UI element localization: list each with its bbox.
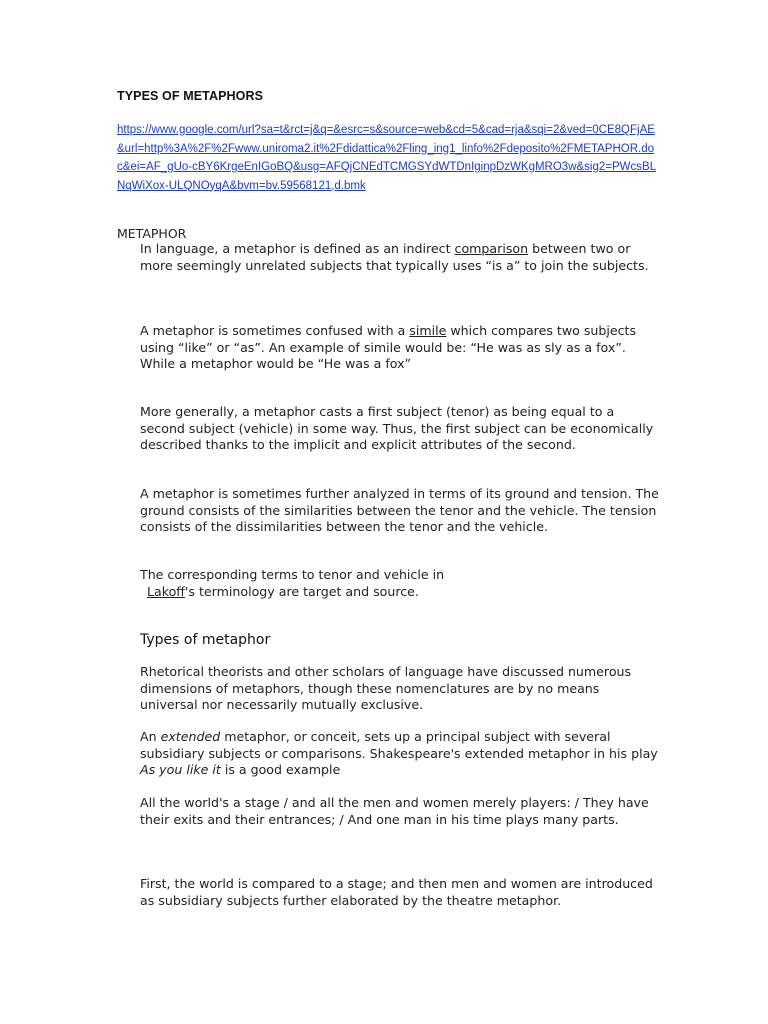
source-url-link[interactable]: https://www.google.com/url?sa=t&rct=j&q=&esrc=s&source=web&cd=5&cad=rja&sqi=2&ved=0CE8QFjAE&url=http%3A%2F%2Fwww.uniroma2.it%2Fdidattica%2Fling_ing1_linfo%2Fdeposito%2FMETAPHOR.doc&ei=AF_gUo-cBY6KrgeEnIGoBQ&usg=AFQjCNEdTCMGSYdWTDnIginpDzWKgMRO3w&sig2=PWcsBLNqWiXox-ULQNOyqA&bvm=bv.59568121,d.bmk <box>117 124 657 192</box>
paragraph-rhetorical-theorists: Rhetorical theorists and other scholars of language have discussed numerous dimensions of metaphors, though these nomenclatures are by no means universal nor necessarily mutually exclusive. <box>140 664 632 712</box>
text-span: A metaphor is sometimes confused with a <box>140 323 410 338</box>
heading-types-of-metaphor: Types of metaphor <box>140 632 271 648</box>
comparison-link[interactable]: comparison <box>454 241 529 256</box>
text-span: The corresponding terms to tenor and vehicle in <box>140 567 445 582</box>
paragraph-tenor-vehicle: More generally, a metaphor casts a first subject (tenor) as being equal to a second subject (vehicle) in some way. Thus, the first subject can be economically described thanks to the implicit and explicit attributes of the second. <box>140 404 654 452</box>
paragraph-ground-tension: A metaphor is sometimes further analyzed in terms of its ground and tension. The ground consists of the similarities between the tenor and the vehicle. The tension consists of the dissimilarities between the tenor and the vehicle. <box>140 486 659 534</box>
paragraph-world-stage: First, the world is compared to a stage; and then men and women are introduced as subsidiary subjects further elaborated by the theatre metaphor. <box>140 876 653 908</box>
paragraph-simile <box>140 323 660 373</box>
emphasis-play-title: As you like it <box>140 762 221 777</box>
text-span: between two or more seemingly unrelated subjects that typically uses “is a” to join the subjects. <box>140 241 649 273</box>
simile-link[interactable]: simile <box>409 323 447 338</box>
text-span: 's terminology are target and source. <box>184 583 419 599</box>
paragraph-lakoff <box>140 567 660 600</box>
text-span: An <box>140 729 161 744</box>
emphasis-extended: extended <box>160 729 221 744</box>
text-span: In language, a metaphor is defined as an indirect <box>140 241 455 256</box>
text-span: is a good example <box>220 762 341 777</box>
paragraph-definition <box>140 241 660 274</box>
paragraph-extended-metaphor <box>140 729 660 779</box>
text-span: metaphor, or conceit, sets up a principal subject with several subsidiary subjects or comparisons. Shakespeare's extended metaphor in his play <box>140 729 658 761</box>
paragraph-quote: All the world's a stage / and all the men and women merely players: / They have their exits and their entrances; / And one man in his time plays many parts. <box>140 795 649 827</box>
text-span: which compares two subjects using “like” or “as”. An example of simile would be: “He was as sly as a fox”. While a metaphor would be “He was a fox” <box>140 323 637 371</box>
section-label-metaphor: METAPHOR <box>117 226 187 241</box>
lakoff-link[interactable]: Lakoff <box>147 583 185 599</box>
document-title: TYPES OF METAPHORS <box>117 89 264 103</box>
